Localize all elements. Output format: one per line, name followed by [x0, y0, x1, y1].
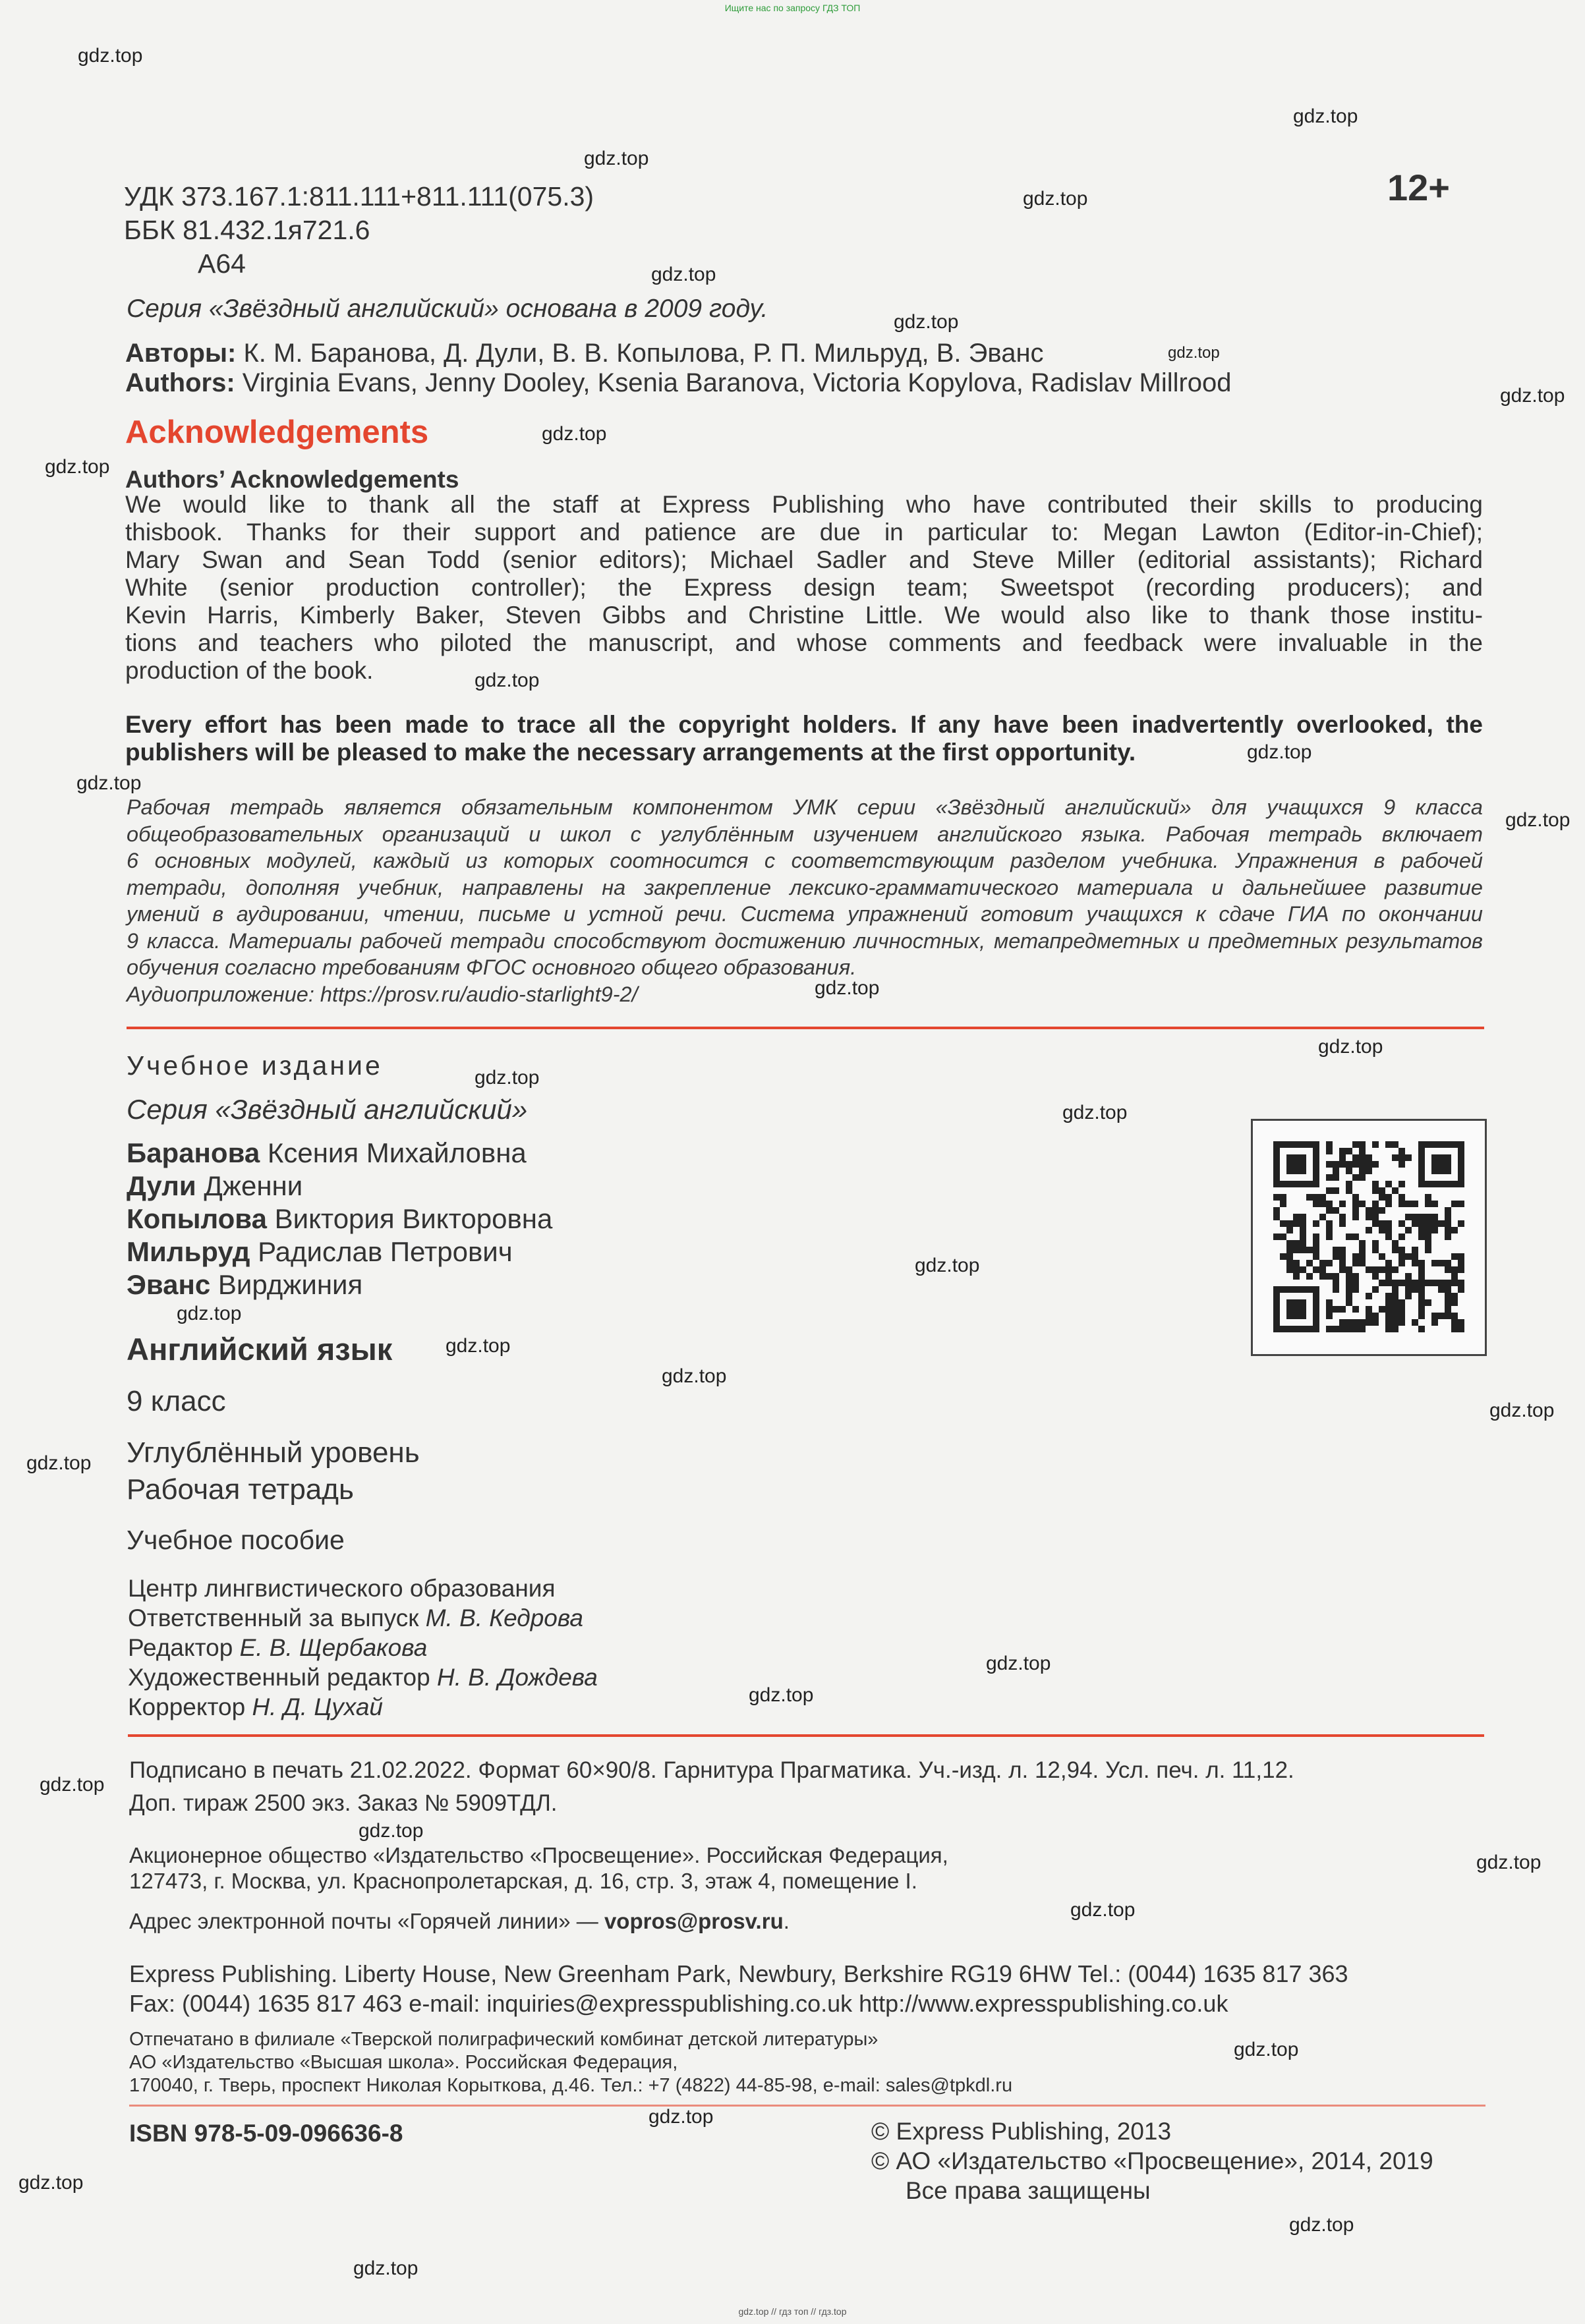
ack-line: Mary Swan and Sean Todd (senior editors); Michael Sadler and Steve Miller (editorial assistants); Richard — [125, 546, 1483, 573]
staff-name: Е. В. Щербакова — [239, 1634, 428, 1661]
watermark: gdz.top — [177, 1303, 242, 1324]
express-line: Fax: (0044) 1635 817 463 e-mail: inquiries@expresspublishing.co.uk http://www.expresspublishing.co.uk — [129, 1990, 1228, 2017]
watermark: gdz.top — [1489, 1400, 1555, 1421]
watermark: gdz.top — [1476, 1852, 1542, 1873]
publisher-line: Акционерное общество «Издательство «Просвещение». Российская Федерация, — [129, 1843, 948, 1867]
author-surname: Баранова — [127, 1137, 260, 1168]
workbook-description — [127, 794, 1483, 1007]
copyright-note-line: Every effort has been made to trace all the copyright holders. If any have been inadvertently overlooked, the — [125, 711, 1483, 738]
staff-name: Н. В. Дождева — [436, 1664, 598, 1691]
ack-line: White (senior production controller); the Express design team; Sweetspot (recording producers); and — [125, 574, 1483, 601]
watermark: gdz.top — [1505, 809, 1571, 831]
edition-type: Учебное издание — [127, 1050, 383, 1081]
authors-en — [125, 366, 1232, 400]
age-rating: 12+ — [1387, 167, 1450, 208]
top-banner: Ищите нас по запросу ГДЗ ТОП — [724, 3, 861, 13]
watermark: gdz.top — [1070, 1899, 1136, 1921]
staff-line — [128, 1603, 598, 1633]
description-line: обучения согласно требованиям ФГОС основного общего образования. — [127, 955, 857, 979]
author-name-list — [127, 1137, 552, 1301]
print-line: Доп. тираж 2500 экз. Заказ № 5909ТДЛ. — [129, 1790, 558, 1816]
bbk-code: ББК 81.432.1я721.6 — [124, 215, 370, 245]
copyright-line: © АО «Издательство «Просвещение», 2014, 2019 — [871, 2147, 1433, 2174]
description-line: умений в аудировании, чтении, письме и устной речи. Система упражнений готовит учащихся к сдаче ГИА по окончании — [127, 902, 1483, 926]
staff-line — [128, 1573, 598, 1603]
watermark: gdz.top — [45, 456, 110, 478]
printer-line: 170040, г. Тверь, проспект Николая Корыткова, д.46. Тел.: +7 (4822) 44-85-98, e-mail: sales@tpkdl.ru — [129, 2075, 1013, 2096]
watermark: gdz.top — [1168, 344, 1220, 362]
author-name — [127, 1203, 552, 1235]
staff-line — [128, 1633, 598, 1662]
watermark: gdz.top — [915, 1255, 980, 1276]
watermark: gdz.top — [1234, 2039, 1299, 2060]
printer-line: АО «Издательство «Высшая школа». Российская Федерация, — [129, 2052, 678, 2073]
ack-line: thisbook. Thanks for their support and patience are due in particular to: Megan Lawton (Editor-in-Chief); — [125, 519, 1483, 546]
staff-credits — [128, 1573, 598, 1722]
author-name — [127, 1170, 552, 1203]
ack-line: Kevin Harris, Kimberly Baker, Steven Gibbs and Christine Little. We would also like to thank those institu- — [125, 602, 1483, 629]
series-founded: Серия «Звёздный английский» основана в 2009 году. — [127, 295, 768, 323]
ack-line: production of the book. — [125, 657, 374, 684]
description-line: 9 класса. Материалы рабочей тетради способствуют достижению личностных, метапредметных и предметных результатов — [127, 928, 1483, 953]
author-given-name: Дженни — [204, 1170, 303, 1201]
description-line: общеобразовательных организаций и школ с углублённым изучением английского языка. Рабочая тетрадь включает — [127, 822, 1483, 846]
publisher-line: 127473, г. Москва, ул. Краснопролетарская, д. 16, стр. 3, этаж 4, помещение I. — [129, 1869, 917, 1893]
copyright-line: Все права защищены — [906, 2177, 1151, 2204]
watermark: gdz.top — [1023, 188, 1088, 210]
authors-ru-label: Авторы: — [125, 339, 237, 368]
author-given-name: Ксения Михайловна — [267, 1137, 527, 1168]
book-type: Рабочая тетрадь — [127, 1473, 354, 1506]
watermark: gdz.top — [648, 2106, 714, 2128]
watermark: gdz.top — [1247, 741, 1312, 763]
watermark: gdz.top — [1289, 2214, 1354, 2236]
author-given-name: Радислав Петрович — [258, 1236, 513, 1267]
express-line: Express Publishing. Liberty House, New Greenham Park, Newbury, Berkshire RG19 6HW Tel.: (0044) 1635 817 363 — [129, 1960, 1348, 1987]
copyright-block — [871, 2116, 1433, 2205]
hotline — [129, 1908, 790, 1935]
print-line: Подписано в печать 21.02.2022. Формат 60×90/8. Гарнитура Прагматика. Уч.-изд. л. 12,94. Усл. печ. л. 11,12. — [129, 1757, 1294, 1783]
copyright-line: © Express Publishing, 2013 — [871, 2118, 1172, 2145]
bottom-banner: gdz.top // гдз топ // гдз.top — [738, 2306, 847, 2317]
description-line: Рабочая тетрадь является обязательным компонентом УМК серии «Звёздный английский» для учащихся 9 класса — [127, 795, 1483, 819]
staff-line — [128, 1662, 598, 1692]
watermark: gdz.top — [475, 669, 540, 691]
level: Углублённый уровень — [127, 1436, 420, 1469]
series-name: Серия «Звёздный английский» — [127, 1094, 528, 1125]
isbn: ISBN 978-5-09-096636-8 — [129, 2120, 403, 2147]
staff-role: Центр лингвистического образования — [128, 1575, 556, 1602]
grade: 9 класс — [127, 1385, 226, 1417]
watermark: gdz.top — [353, 2257, 418, 2279]
watermark: gdz.top — [18, 2172, 84, 2194]
watermark: gdz.top — [1500, 385, 1565, 407]
author-given-name: Вирджиния — [217, 1269, 363, 1300]
watermark: gdz.top — [986, 1653, 1051, 1674]
author-given-name: Виктория Викторовна — [274, 1203, 553, 1234]
authors-acknowledgements-subtitle: Authors’ Acknowledgements — [125, 466, 459, 493]
staff-role: Корректор — [128, 1693, 252, 1720]
watermark: gdz.top — [815, 977, 880, 999]
watermark: gdz.top — [359, 1820, 424, 1842]
author-surname: Эванс — [127, 1269, 211, 1300]
watermark: gdz.top — [1062, 1102, 1128, 1123]
acknowledgements-text — [125, 491, 1483, 685]
watermark: gdz.top — [651, 264, 716, 285]
staff-role: Редактор — [128, 1634, 240, 1661]
watermark: gdz.top — [542, 423, 607, 445]
author-name — [127, 1268, 552, 1301]
watermark: gdz.top — [475, 1067, 540, 1089]
ack-line: We would like to thank all the staff at Express Publishing who have contributed their skills to producing — [125, 491, 1483, 518]
udk-code: УДК 373.167.1:811.111+811.111(075.3) — [124, 181, 594, 212]
authors-ru-names: К. М. Баранова, Д. Дули, В. В. Копылова, Р. П. Мильруд, В. Эванс — [243, 339, 1044, 368]
aid-type: Учебное пособие — [127, 1525, 345, 1555]
description-line: тетради, дополняя учебник, направлены на закрепление лексико-грамматического материала и дальнейшее развитие — [127, 875, 1483, 899]
watermark: gdz.top — [749, 1684, 814, 1706]
section-divider-footer — [129, 2105, 1485, 2107]
qr-code — [1251, 1119, 1487, 1356]
staff-name: М. В. Кедрова — [425, 1604, 583, 1631]
author-name — [127, 1235, 552, 1268]
watermark: gdz.top — [446, 1335, 511, 1357]
printer-line: Отпечатано в филиале «Тверской полиграфический комбинат детской литературы» — [129, 2029, 879, 2050]
watermark: gdz.top — [78, 45, 143, 67]
staff-name: Н. Д. Цухай — [252, 1693, 383, 1720]
watermark: gdz.top — [662, 1365, 727, 1387]
publisher-address — [129, 1842, 948, 1894]
book-title: Английский язык — [127, 1332, 393, 1367]
staff-line — [128, 1692, 598, 1722]
section-divider-top — [127, 1027, 1484, 1029]
author-surname: Мильруд — [127, 1236, 250, 1267]
express-publishing-address — [129, 1959, 1348, 2018]
authors-en-label: Authors: — [125, 368, 235, 397]
hotline-email[interactable]: vopros@prosv.ru — [604, 1909, 784, 1933]
printer-info — [129, 2028, 1012, 2097]
watermark: gdz.top — [40, 1774, 105, 1796]
author-name — [127, 1137, 552, 1170]
hotline-label: Адрес электронной почты «Горячей линии» — — [129, 1909, 604, 1933]
watermark: gdz.top — [76, 772, 142, 794]
watermark: gdz.top — [26, 1452, 92, 1474]
staff-role: Художественный редактор — [128, 1664, 437, 1691]
watermark: gdz.top — [1293, 105, 1358, 127]
watermark: gdz.top — [1318, 1036, 1383, 1058]
acknowledgements-title: Acknowledgements — [125, 414, 429, 450]
print-details — [129, 1754, 1294, 1820]
author-surname: Копылова — [127, 1203, 267, 1234]
author-mark-code: А64 — [198, 248, 246, 279]
authors-en-names: Virginia Evans, Jenny Dooley, Ksenia Baranova, Victoria Kopylova, Radislav Millrood — [242, 368, 1232, 397]
watermark: gdz.top — [894, 311, 959, 333]
ack-line: tions and teachers who piloted the manuscript, and whose comments and feedback were invaluable in the — [125, 629, 1483, 656]
audio-link: Аудиоприложение: https://prosv.ru/audio-starlight9-2/ — [127, 982, 638, 1006]
copyright-note-line: publishers will be pleased to make the necessary arrangements at the first opportunity. — [125, 739, 1136, 766]
hotline-suffix: . — [783, 1909, 790, 1933]
staff-role: Ответственный за выпуск — [128, 1604, 426, 1631]
section-divider-bottom — [128, 1734, 1484, 1737]
watermark: gdz.top — [584, 148, 649, 169]
description-line: 6 основных модулей, каждый из которых соотносится с соответствующим разделом учебника. Упражнения в рабочей — [127, 849, 1483, 872]
qr-code-icon — [1253, 1121, 1485, 1354]
author-surname: Дули — [127, 1170, 196, 1201]
